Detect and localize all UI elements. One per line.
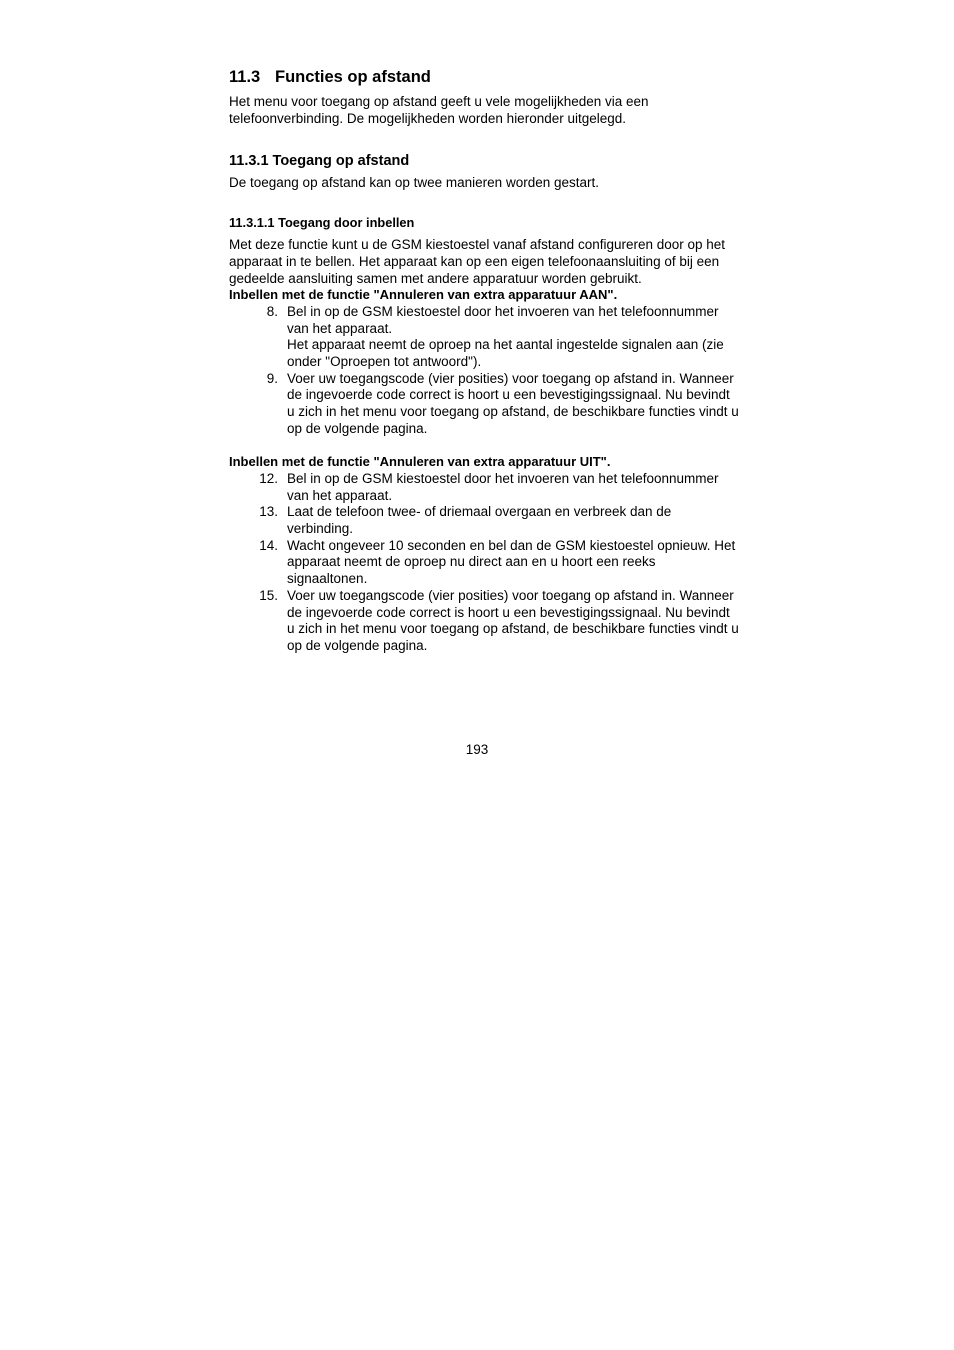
section-number: 11.3 — [229, 68, 261, 86]
list-item — [229, 371, 739, 438]
section-heading — [229, 66, 739, 88]
step-text: Laat de telefoon twee- of driemaal overgaan en verbreek dan de verbinding. — [287, 504, 672, 537]
mode-uit-heading: Inbellen met de functie "Annuleren van extra apparatuur UIT". — [229, 454, 611, 470]
list-item — [229, 304, 739, 371]
page-number: 193 — [465, 742, 489, 757]
step-number: 13. — [259, 504, 278, 520]
subsection-text: De toegang op afstand kan op twee manieren worden gestart. — [229, 175, 599, 191]
list-item — [229, 588, 739, 655]
step-text: Wacht ongeveer 10 seconden en bel dan de GSM kiestoestel opnieuw. Het apparaat neemt de oproep nu direct aan en u hoort een reeks signaaltonen. — [287, 537, 736, 587]
step-text: Voer uw toegangscode (vier posities) voor toegang op afstand in. Wanneer de ingevoerde code correct is hoort u een bevestigingssignaal. Nu bevindt u zich in het menu voor toegang op afstand, de beschikbare functies vindt u op de volgende pagina. — [287, 587, 739, 653]
subsection-heading: 11.3.1 Toegang op afstand — [229, 153, 410, 170]
section-title: Functies op afstand — [275, 68, 431, 86]
step-number: 15. — [259, 587, 278, 603]
list-item — [229, 504, 739, 537]
step-text: Bel in op de GSM kiestoestel door het invoeren van het telefoonnummer van het apparaat. — [287, 303, 719, 336]
step-extra-text: Het apparaat neemt de oproep na het aantal ingestelde signalen aan (zie onder "Oproepen tot antwoord"). — [287, 337, 724, 370]
mode-aan-heading: Inbellen met de functie "Annuleren van extra apparatuur AAN". — [229, 287, 618, 303]
section-intro: Het menu voor toegang op afstand geeft u vele mogelijkheden via een telefoonverbinding. De mogelijkheden worden hieronder uitgelegd. — [229, 94, 649, 126]
list-item — [229, 538, 739, 588]
mode-aan-steps — [229, 304, 739, 438]
step-text: Bel in op de GSM kiestoestel door het invoeren van het telefoonnummer van het apparaat. — [287, 470, 719, 503]
step-number: 9. — [266, 370, 278, 386]
step-number: 12. — [259, 470, 278, 486]
subsubsection-heading: 11.3.1.1 Toegang door inbellen — [229, 215, 415, 231]
step-text: Voer uw toegangscode (vier posities) voor toegang op afstand in. Wanneer de ingevoerde code correct is hoort u een bevestigingssignaal. Nu bevindt u zich in het menu voor toegang op afstand, de beschikbare functies vindt u op de volgende pagina. — [287, 370, 739, 436]
list-item — [229, 471, 739, 504]
step-number: 14. — [259, 537, 278, 553]
document-page — [229, 66, 739, 655]
mode-uit-steps — [229, 471, 739, 655]
step-number: 8. — [266, 303, 278, 319]
subsubsection-text: Met deze functie kunt u de GSM kiestoestel vanaf afstand configureren door op het apparaat in te bellen. Het apparaat kan op een eigen telefoonaansluiting of bij een gedeelde aansluiting samen met andere apparatuur worden gebruikt. — [229, 237, 726, 286]
